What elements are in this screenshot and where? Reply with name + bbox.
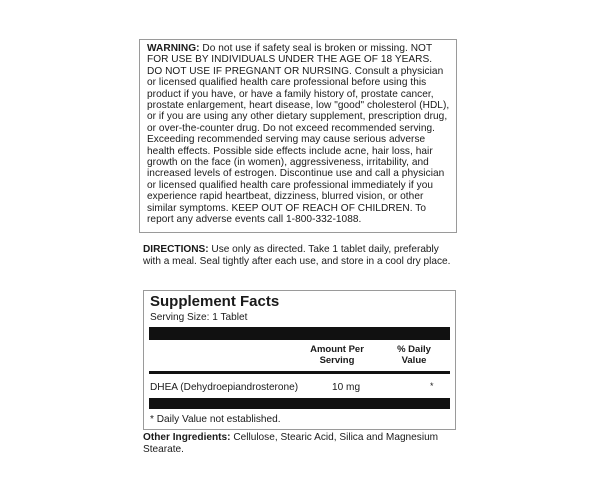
directions-section xyxy=(143,244,455,267)
other-ingredients-section xyxy=(143,432,463,456)
ingredient-amount: 10 mg xyxy=(332,382,361,393)
serving-size: Serving Size: 1 Tablet xyxy=(150,312,248,323)
warning-panel xyxy=(139,39,457,233)
divider-bar-top xyxy=(149,327,450,340)
ingredient-daily-value: * xyxy=(430,381,434,391)
ingredient-name: DHEA (Dehydroepiandrosterone) xyxy=(150,382,299,393)
daily-value-header: % Daily Value xyxy=(397,344,431,366)
warning-label: WARNING: xyxy=(147,43,200,54)
directions-text: Use only as directed. Take 1 tablet daily, preferably with a meal. Seal tightly after each use, and store in a cool dry place. xyxy=(143,244,451,267)
other-ingredients-label: Other Ingredients: xyxy=(143,432,231,443)
warning-text: Do not use if safety seal is broken or missing. NOT FOR USE BY INDIVIDUALS UNDER THE AGE OF 18 YEARS. DO NOT USE IF PREGNANT OR NURSING. Consult a physician or licensed qualified health care professional before using this product if you have, or have a family history of, prostate cancer, prostate enlargement, heart disease, low "good" cholesterol (HDL), or if you are using any other dietary supplement, prescription drug, or over-the-counter drug. Do not exceed recommended serving. Exceeding recommended serving may cause serious adverse health effects. Possible side effects include acne, hair loss, hair growth on the face (in women), aggressiveness, irritability, and increased levels of estrogen. Discontinue use and call a physician or licensed qualified health care professional immediately if you experience rapid heartbeat, dizziness, blurred vision, or other similar symptoms. KEEP OUT OF REACH OF CHILDREN. To report any adverse events call 1-800-332-1088. xyxy=(147,43,450,226)
other-ingredients-text: Cellulose, Stearic Acid, Silica and Magnesium Stearate. xyxy=(143,432,439,455)
divider-bar-middle xyxy=(149,371,450,374)
supplement-facts-title: Supplement Facts xyxy=(150,293,280,310)
supplement-facts-panel xyxy=(143,290,456,430)
divider-bar-bottom xyxy=(149,398,450,409)
directions-label: DIRECTIONS: xyxy=(143,244,209,255)
daily-value-footnote: * Daily Value not established. xyxy=(150,414,281,425)
amount-per-serving-header: Amount Per Serving xyxy=(310,344,364,366)
